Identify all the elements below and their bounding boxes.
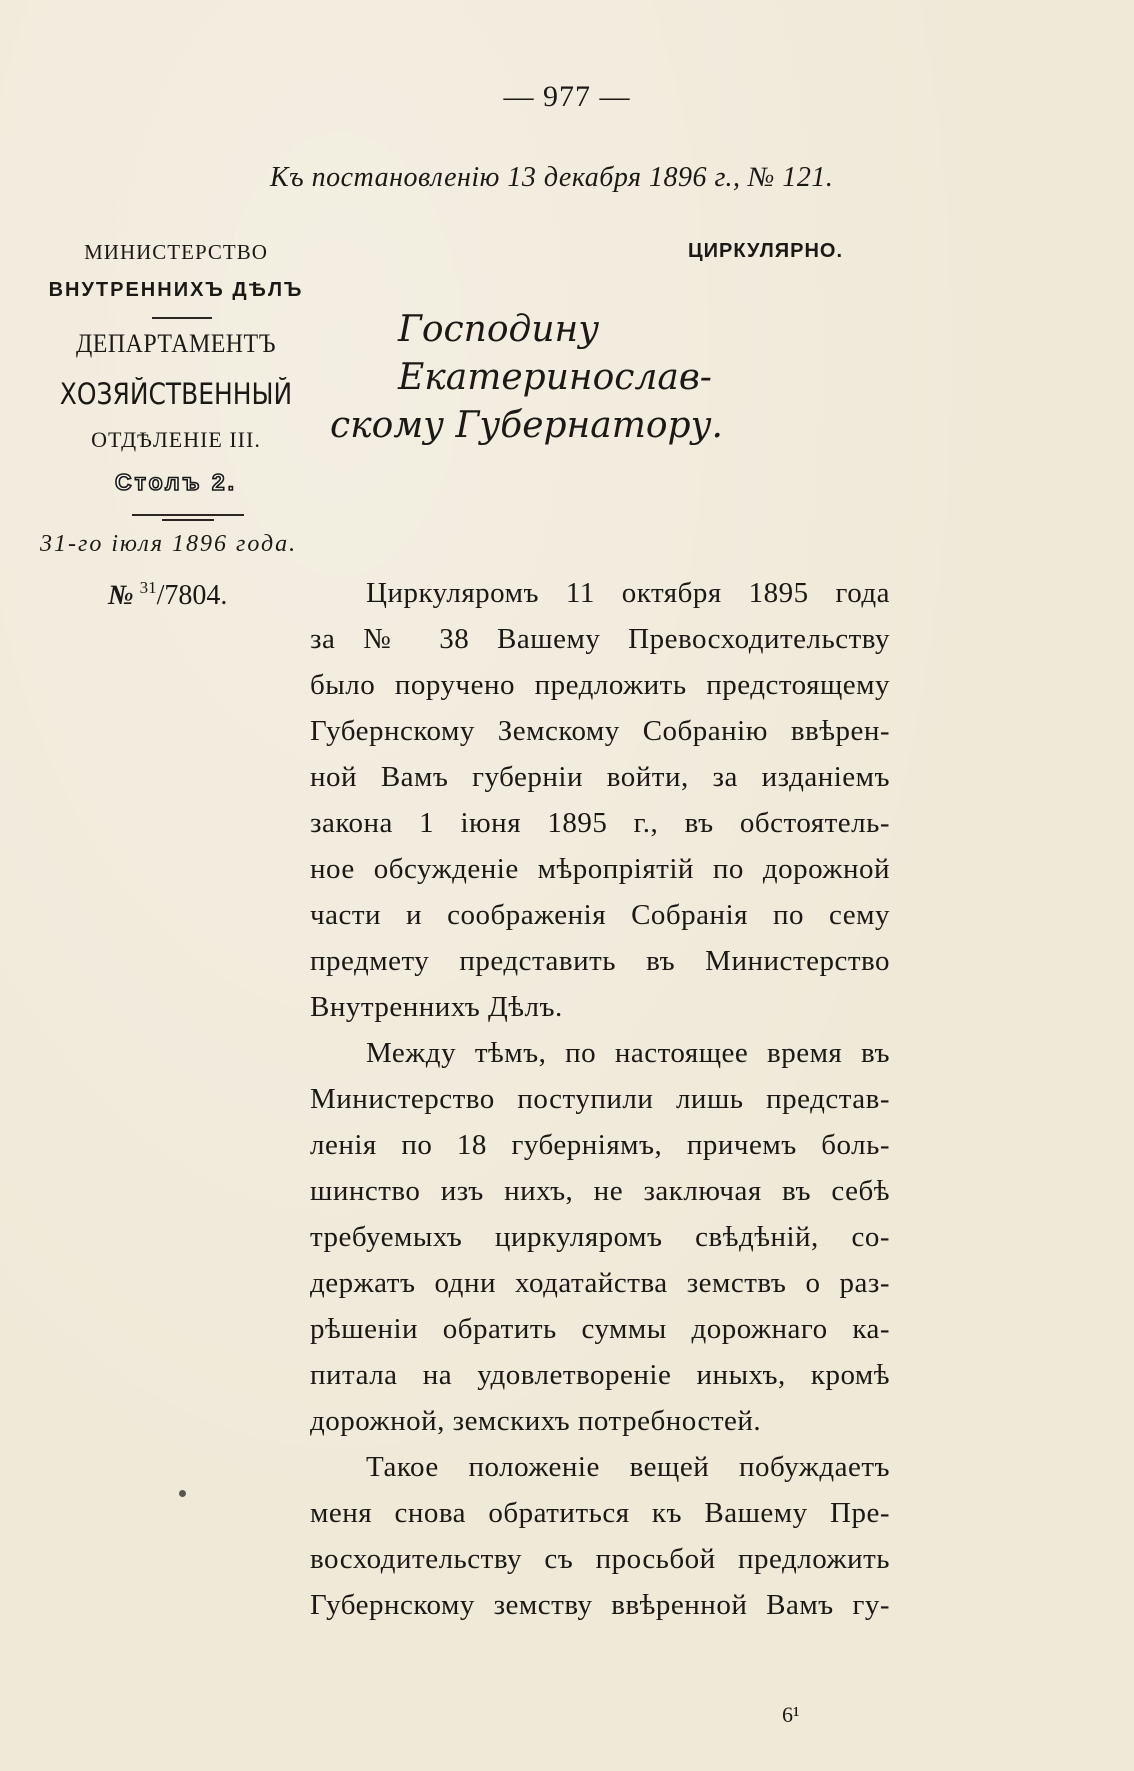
body-line: Циркуляромъ 11 октября 1895 года [366,577,890,609]
addressee-line-2: скому Губернатору. [330,405,723,446]
body-line: дорожной, земскихъ потребностей. [310,1405,762,1437]
header-divider-double-short [162,519,214,521]
department-heading: ДЕПАРТАМЕНТЪ [76,329,276,358]
body-line: меня снова обратиться къ Вашему Пре- [310,1497,890,1529]
body-line: Внутреннихъ Дѣлъ. [310,991,563,1023]
body-line: питала на удовлетвореніе иныхъ, кромѣ [310,1359,890,1391]
body-line: Губернскому земству ввѣренной Вамъ гу- [310,1589,890,1621]
ink-dot [179,1490,186,1497]
ministry-heading: МИНИСТЕРСТВО [84,240,268,264]
body-line: держатъ одни ходатайства земствъ о раз- [310,1267,890,1299]
body-line: Министерство поступили лишь представ- [310,1083,890,1115]
body-line: предмету представить въ Министерство [310,945,890,977]
desk-heading: Столъ 2. [115,469,237,495]
section-heading: ОТДѢЛЕНІЕ III. [91,427,261,452]
number-rest: /7804. [156,580,228,611]
body-line: Между тѣмъ, по настоящее время въ [366,1037,890,1069]
header-divider-double [132,514,244,516]
body-line: рѣшеніи обратить суммы дорожнаго ка- [310,1313,890,1345]
economic-heading: ХОЗЯЙСТВЕННЫЙ [59,377,293,411]
body-line: за № 38 Вашему Превосходительству [310,623,890,655]
number-superscript: 31 [139,578,157,597]
document-number [108,580,227,612]
body-line: было поручено предложить предстоящему [310,669,890,701]
body-line: Такое положеніе вещей побуждаетъ [366,1451,890,1483]
body-line: Губернскому Земскому Собранію ввѣрен- [310,715,890,747]
body-line: ной Вамъ губерніи войти, за изданіемъ [310,761,890,793]
body-line: восходительству съ просьбой предложить [310,1543,890,1575]
body-line: части и соображенія Собранія по сему [310,899,890,931]
addressee [330,306,890,450]
signature-mark: 6¹ [782,1702,800,1727]
page-number: — 977 — [503,80,631,113]
body-line: шинство изъ нихъ, не заключая въ себѣ [310,1175,890,1207]
body-line: ное обсужденіе мѣропріятій по дорожной [310,853,890,885]
addressee-line-1: Господину Екатеринослав- [398,309,712,398]
body-line: закона 1 іюня 1895 г., въ обстоятель- [310,807,890,839]
internal-affairs-heading: ВНУТРЕННИХЪ ДѢЛЪ [48,279,304,301]
resolution-reference: Къ постановленію 13 декабря 1896 г., № 121. [270,162,834,193]
circular-label: ЦИРКУЛЯРНО. [688,240,844,262]
header-divider [152,317,212,319]
document-date: 31-го іюля 1896 года. [40,531,298,557]
body-line: ленія по 18 губерніямъ, причемъ боль- [310,1129,890,1161]
number-sign: № [108,580,133,611]
body-line: требуемыхъ циркуляромъ свѣдѣній, со- [310,1221,890,1253]
